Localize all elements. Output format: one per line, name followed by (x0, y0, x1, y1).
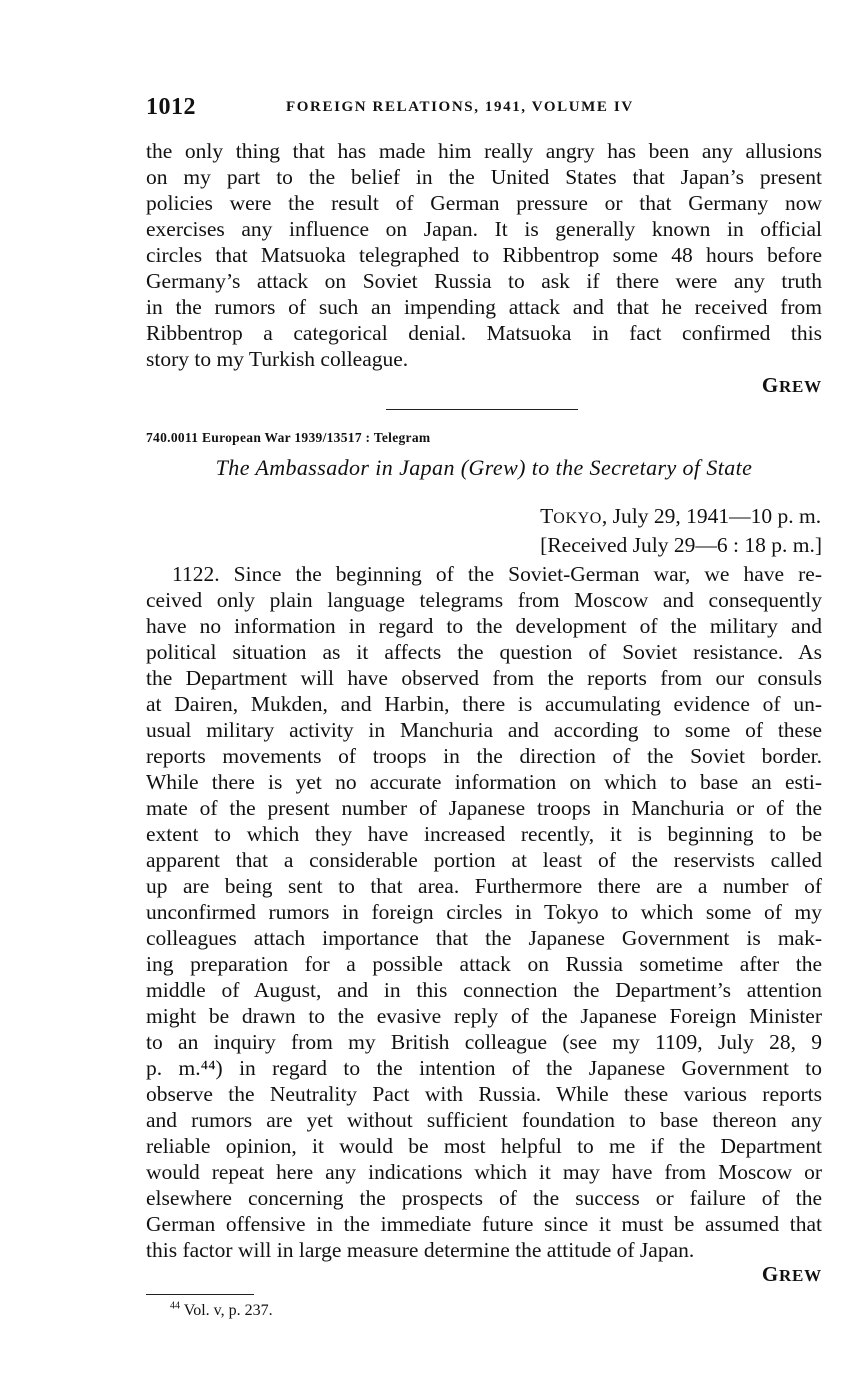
text-line: in the rumors of such an impending attack and that he received from (146, 295, 822, 319)
text-line: to an inquiry from my British colleague (see my 1109, July 28, 9 (146, 1030, 822, 1054)
text-line: p. m.⁴⁴) in regard to the intention of the Japanese Government to (146, 1056, 822, 1080)
text-line: middle of August, and in this connection the Department’s attention (146, 978, 822, 1002)
signature-rest: REW (778, 1266, 822, 1285)
signature-initial: G (761, 373, 779, 397)
signature-rest: REW (778, 377, 822, 396)
text-line: unconfirmed rumors in foreign circles in Tokyo to which some of my (146, 900, 822, 924)
text-line: 1122. Since the beginning of the Soviet-German war, we have re- (172, 562, 822, 586)
text-line: on my part to the belief in the United States that Japan’s present (146, 165, 822, 189)
dateline-sent (540, 503, 822, 532)
telegram-message (146, 561, 822, 1263)
dateline-date: , July 29, 1941—10 p. m. (601, 504, 822, 528)
text-line: and rumors are yet without sufficient foundation to base thereon any (146, 1108, 822, 1132)
signature (146, 373, 822, 398)
footnote-marker: 44 (170, 1300, 180, 1312)
dateline-received: [Received July 29—6 : 18 p. m.] (540, 533, 822, 557)
text-line: observe the Neutrality Pact with Russia. While these various reports (146, 1082, 822, 1106)
text-line: at Dairen, Mukden, and Harbin, there is accumulating evidence of un- (146, 692, 822, 716)
text-line: reliable opinion, it would be most helpful to me if the Department (146, 1134, 822, 1158)
running-head (146, 94, 822, 124)
document-heading: The Ambassador in Japan (Grew) to the Secretary of State (215, 455, 753, 480)
signature (146, 1262, 822, 1287)
text-line: Ribbentrop a categorical denial. Matsuoka in fact confirmed this (146, 321, 822, 345)
text-line: would repeat here any indications which it may have from Moscow or (146, 1160, 822, 1184)
text-line: mate of the present number of Japanese troops in Manchuria or of the (146, 796, 822, 820)
text-line: ceived only plain language telegrams from Moscow and consequently (146, 588, 822, 612)
dateline-place-rest: OKYO (553, 510, 602, 527)
dateline (540, 503, 822, 558)
text-line: elsewhere concerning the prospects of the success or failure of the (146, 1186, 822, 1210)
text-line: usual military activity in Manchuria and according to some of these (146, 718, 822, 742)
text-line: the Department will have observed from the reports from our consuls (146, 666, 822, 690)
text-line: colleagues attach importance that the Japanese Government is mak- (146, 926, 822, 950)
dateline-place-initial: T (540, 504, 554, 528)
footnote-text: Vol. v, p. 237. (180, 1302, 273, 1319)
file-reference: 740.0011 European War 1939/13517 : Telegram (146, 430, 431, 445)
text-line: political situation as it affects the question of Soviet resistance. As (146, 640, 822, 664)
signature-initial: G (761, 1262, 779, 1286)
text-line: policies were the result of German pressure or that Germany now (146, 191, 822, 215)
section-divider (386, 409, 578, 410)
text-line: exercises any influence on Japan. It is generally known in official (146, 217, 822, 241)
text-line: German offensive in the immediate future since it must be assumed that (146, 1212, 822, 1236)
text-line: Germany’s attack on Soviet Russia to ask if there were any truth (146, 269, 822, 293)
text-line: ing preparation for a possible attack on Russia sometime after the (146, 952, 822, 976)
footnote (170, 1302, 273, 1320)
text-line: While there is yet no accurate information on which to base an esti- (146, 770, 822, 794)
text-line: have no information in regard to the development of the military and (146, 614, 822, 638)
text-line: this factor will in large measure determine the attitude of Japan. (146, 1238, 695, 1262)
text-line: reports movements of troops in the direction of the Soviet border. (146, 744, 822, 768)
text-line: up are being sent to that area. Furthermore there are a number of (146, 874, 822, 898)
text-line: extent to which they have increased recently, it is beginning to be (146, 822, 822, 846)
text-line: circles that Matsuoka telegraphed to Ribbentrop some 48 hours before (146, 243, 822, 267)
text-line: might be drawn to the evasive reply of the Japanese Foreign Minister (146, 1004, 822, 1028)
text-line: the only thing that has made him really angry has been any allusions (146, 139, 822, 163)
text-line: apparent that a considerable portion at least of the reservists called (146, 848, 822, 872)
continuation-paragraph (146, 138, 822, 372)
footnote-divider (146, 1294, 254, 1295)
text-line: story to my Turkish colleague. (146, 347, 409, 371)
page-number: 1012 (146, 94, 196, 120)
running-title: FOREIGN RELATIONS, 1941, VOLUME IV (286, 99, 634, 115)
